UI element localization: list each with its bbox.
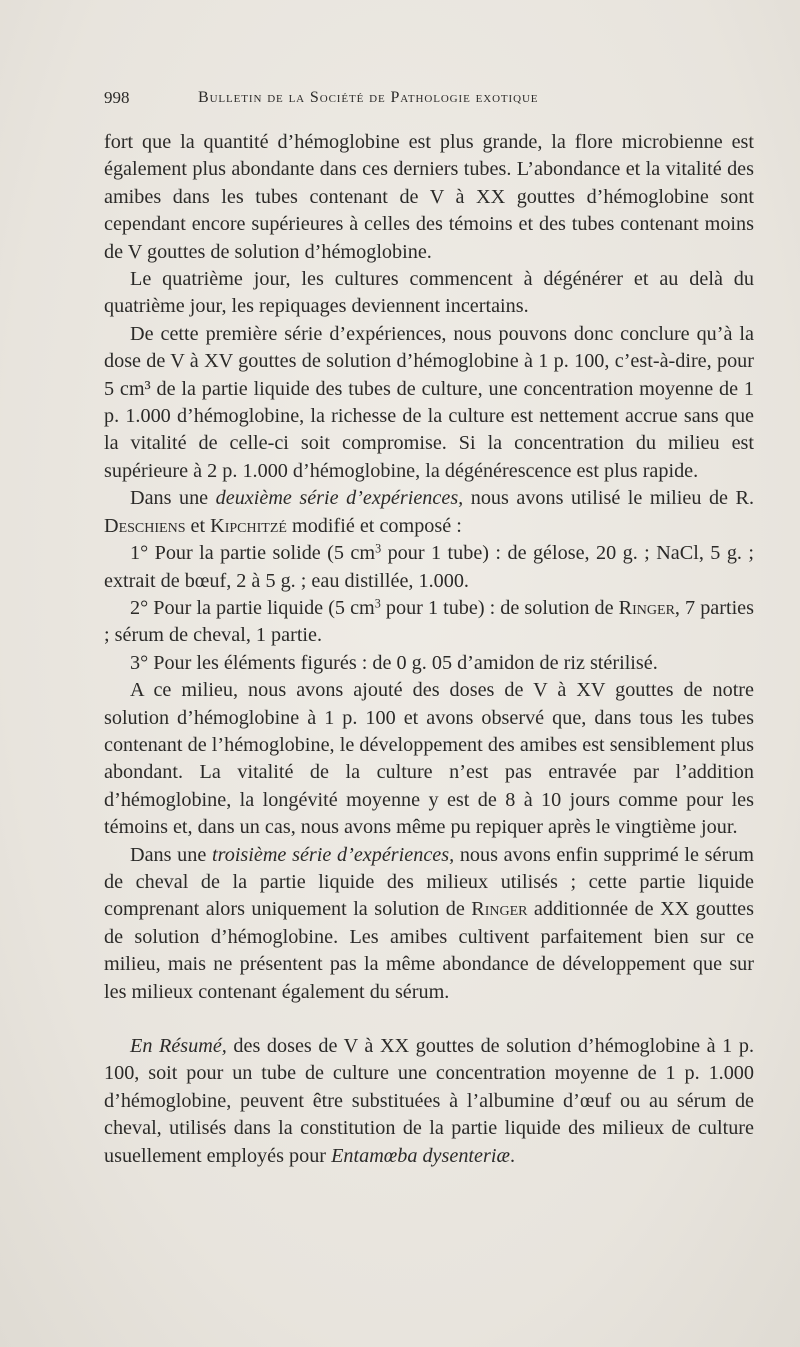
emphasis-third-series: troisième série d’expériences, [212, 843, 455, 866]
author-name: Deschiens [104, 514, 186, 537]
paragraph-summary: En Résumé, des doses de V à XX gouttes de solution d’hémoglobine à 1 p. 100, soit pour un tube de culture une concentration moyenne de 1 p. 1.000 d’hémoglobine, peuvent être substituées à l’albumine d’œuf ou au sérum de cheval, utilisés dans la constitution de la partie liquide des milieux de culture usuellement employés pour Entamœba dysenteriæ. [104, 1035, 754, 1167]
paragraph-continuation: fort que la quantité d’hémoglobine est plus grande, la flore microbienne est également plus abondante dans ces derniers tubes. L’abondance et la vitalité des amibes dans les tubes contenant de V à XX gouttes d’hémoglobine sont cependant encore supérieures à celles des témoins et des tubes contenant moins de V gouttes de solution d’hémoglobine. [104, 131, 754, 263]
list-item-solid-part: 1° Pour la partie solide (5 $cm^3$ pour 1 tube) : de gélose, 20 g. ; NaCl, 5 g. ; extrait de bœuf, 2 à 5 g. ; eau distillée, 1.000. [104, 541, 754, 592]
paragraph-second-series-results: A ce milieu, nous avons ajouté des doses de V à XV gouttes de notre solution d’hémoglobine à 1 p. 100 et avons observé que, dans tous les tubes contenant de l’hémoglobine, le développement des amibes est sensiblement plus abondant. La vitalité de la culture n’est pas entravée par l’addition d’hémoglobine, la longévité moyenne y est de 8 à 10 jours comme pour les témoins et, dans un cas, nous avons même pu repiquer après le vingtième jour. [104, 679, 754, 839]
list-item-figured-elements: 3° Pour les éléments figurés : de 0 g. 05 d’amidon de riz stérilisé. [130, 651, 658, 674]
paragraph-first-series-conclusion: De cette première série d’expériences, nous pouvons donc conclure qu’à la dose de V à XV gouttes de solution d’hémoglobine à 1 p. 100, c’est-à-dire, pour 5 cm³ de la partie liquide des tubes de culture, une concentration moyenne de 1 p. 1.000 d’hémoglobine, la richesse de la culture est nettement accrue sans que la vitalité de celle-ci soit compromise. Si la concentration du milieu est supérieure à 2 p. 1.000 d’hémoglobine, la dégénérescence est plus rapide. [104, 322, 754, 482]
paragraph-second-series: Dans une deuxième série d’expériences, nous avons utilisé le milieu de R. Deschiens et Kipchitzé modifié et composé : [104, 487, 755, 537]
page-number: 998 [104, 88, 130, 107]
list-item-liquid-part: 2° Pour la partie liquide (5 $cm^3$ pour 1 tube) : de solution de Ringer, 7 parties ; sérum de cheval, 1 partie. [104, 596, 754, 647]
paragraph-third-series: Dans une troisième série d’expériences, nous avons enfin supprimé le sérum de cheval de la partie liquide des milieux utilisés ; cette partie liquide comprenant alors uniquement la solution de Ringer additionnée de XX gouttes de solution d’hémoglobine. Les amibes cultivent parfaitement bien sur ce milieu, mais ne présentent pas la même abondance de développement que sur les milieux contenant également du sérum. [104, 843, 754, 1003]
paragraph-fourth-day: Le quatrième jour, les cultures commencent à dégénérer et au delà du quatrième jour, les repiquages deviennent incertains. [104, 268, 754, 318]
article-body [104, 129, 754, 1170]
author-name: Ringer [618, 596, 675, 619]
species-name: Entamœba dysenteriæ [331, 1144, 510, 1167]
page-header [104, 88, 754, 114]
emphasis-second-series: deuxième série d’expériences, [215, 487, 464, 510]
running-head: Bulletin de la Société de Pathologie exotique [198, 89, 539, 106]
emphasis-summary: En Résumé, [130, 1035, 227, 1057]
author-name: Kipchitzé [210, 514, 287, 537]
author-name: Ringer [471, 898, 528, 921]
